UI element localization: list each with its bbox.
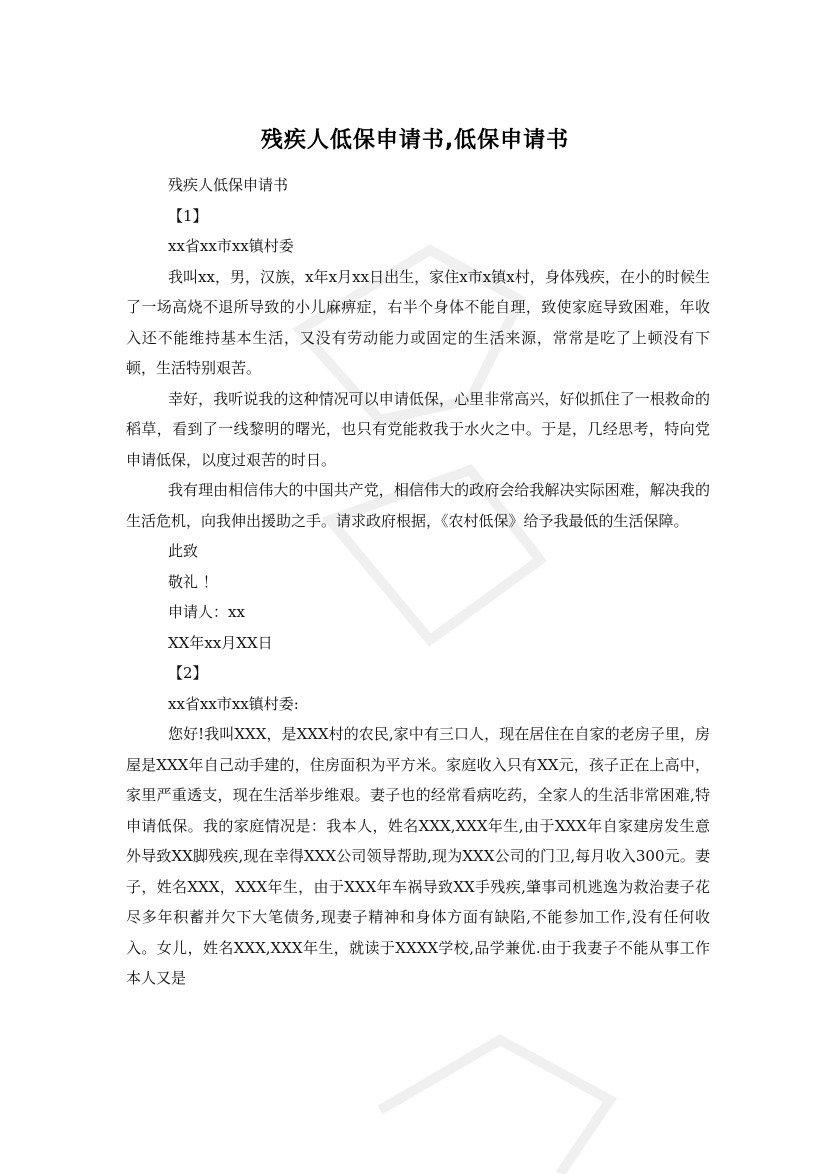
section-1-paragraph-2: 幸好，我听说我的这种情况可以申请低保，心里非常高兴，好似抓住了一根救命的稻草，看到了一线黎明的曙光，也只有党能救我于水火之中。于是，几经思考，特向党申请低保，以度过艰苦的时日。 bbox=[126, 389, 710, 469]
section-2-marker: 【2】 bbox=[168, 664, 208, 682]
section-1-salutation: xx省xx市xx镇村委 bbox=[168, 237, 294, 255]
document-subtitle: 残疾人低保申请书 bbox=[168, 176, 289, 194]
section-2-paragraph: 您好!我叫XXX，是XXX村的农民,家中有三口人，现在居住在自家的老房子里，房屋是XXX年自己动手建的，住房面积为平方米。家庭收入只有XX元，孩子正在上高中，家里严重透支，现在生活举步维艰。妻子也的经常看病吃药，全家人的生活非常困难,特申请低保。我的家庭情况是：我本人，姓名XXX,XXX年生,由于XXX年自家建房发生意外导致XX脚残疾,现在幸得XXX公司领导帮助,现为XXX公司的门卫,每月收入300元。妻子，姓名XXX，XXX年生，由于XXX年车祸导致XX手残疾,肇事司机逃逸为救治妻子花尽多年积蓄并欠下大笔债务,现妻子精神和身体方面有缺陷,不能参加工作,没有任何收入。女儿，姓名XXX,XXX年生，就读于XXXX学校,品学兼优.由于我妻子不能从事工作本人又是 bbox=[126, 725, 710, 987]
section-2-salutation: xx省xx市xx镇村委: bbox=[168, 694, 299, 713]
section-1-paragraph-1: 我叫xx，男，汉族，x年x月xx日出生，家住x市x镇x村，身体残疾，在小的时候生了一场高烧不退所导致的小儿麻痹症，右半个身体不能自理，致使家庭导致困难，年收入还不能维持基本生活，又没有劳动能力或固定的生活来源，常常是吃了上顿没有下顿，生活特别艰苦。 bbox=[126, 267, 710, 377]
section-1-marker: 【1】 bbox=[168, 206, 208, 225]
watermark-stroke bbox=[380, 1040, 610, 1174]
document-title: 残疾人低保申请书,低保申请书 bbox=[260, 128, 570, 153]
closing-line-2: 敬礼 ！ bbox=[168, 572, 218, 591]
section-1-paragraph-3: 我有理由相信伟大的中国共产党，相信伟大的政府会给我解决实际困难，解决我的生活危机，向我伸出援助之手。请求政府根据，《农村低保》给予我最低的生活保障。 bbox=[126, 481, 710, 530]
application-date: XX年xx月XX日 bbox=[168, 633, 273, 652]
applicant-signature: 申请人：xx bbox=[168, 603, 245, 621]
closing-line-1: 此致 bbox=[168, 542, 199, 560]
document-body bbox=[126, 170, 710, 994]
